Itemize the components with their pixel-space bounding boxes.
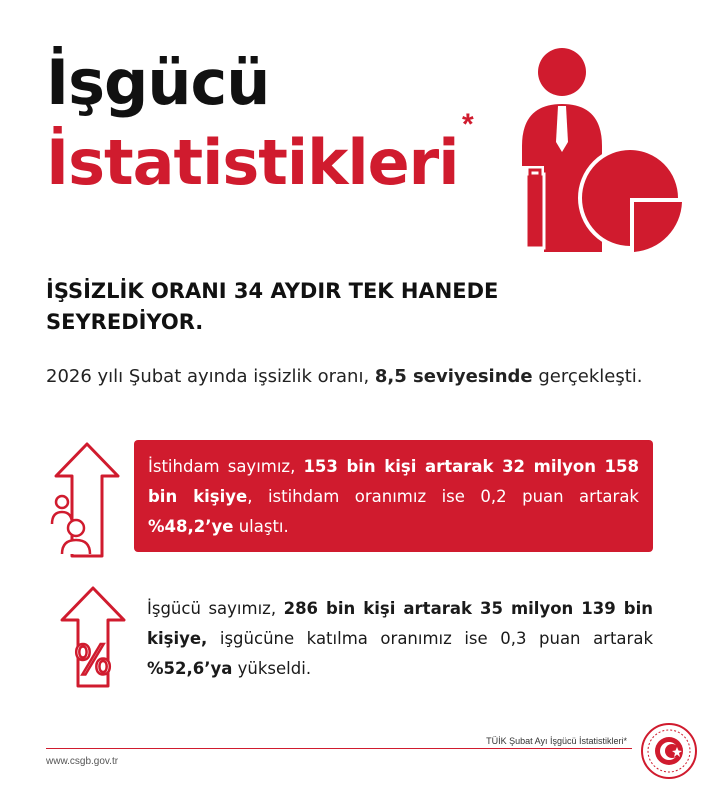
title-asterisk: *	[462, 108, 474, 141]
page-title-line1: İşgücü	[46, 46, 270, 119]
employment-text-1: İstihdam sayımız,	[148, 457, 304, 476]
footer-divider	[46, 748, 632, 749]
footer-url[interactable]: www.csgb.gov.tr	[46, 756, 119, 767]
labour-bold-2: %52,6’ya	[147, 659, 233, 678]
employment-bold-2: %48,2’ye	[148, 517, 234, 536]
up-arrow-people-icon	[48, 440, 126, 560]
page-title-line2: İstatistikleri	[46, 126, 459, 199]
employment-card	[134, 440, 653, 552]
employment-bold-1: 153 bin kişi artarak 32 milyon 158 bin kişiye	[148, 457, 639, 506]
intro-text-2: gerçekleşti.	[532, 366, 643, 387]
svg-text:%: %	[73, 638, 113, 684]
footer-source: TÜİK Şubat Ayı İşgücü İstatistikleri*	[486, 736, 627, 746]
up-arrow-percent-icon	[56, 584, 130, 690]
headline-line2: SEYREDİYOR.	[46, 310, 204, 334]
intro-text-1: 2026 yılı Şubat ayında işsizlik oranı,	[46, 366, 375, 387]
labour-bold-1: 286 bin kişi artarak 35 milyon 139 bin kişiye,	[147, 599, 653, 648]
intro-paragraph	[46, 364, 646, 390]
intro-bold: 8,5 seviyesinde	[374, 366, 533, 387]
headline-line1: İŞSİZLİK ORANI 34 AYDIR TEK HANEDE	[46, 279, 499, 303]
labour-force-card	[147, 594, 653, 684]
employment-text-3: ulaştı.	[233, 517, 289, 536]
employment-text-2: , istihdam oranımız ise 0,2 puan artarak	[247, 487, 639, 506]
ministry-seal-icon	[640, 722, 698, 780]
labour-text-3: yükseldi.	[232, 659, 312, 678]
labour-text-2: işgücüne katılma oranımız ise 0,3 puan artarak	[207, 629, 653, 648]
labour-text-1: İşgücü sayımız,	[147, 599, 284, 618]
businessman-pie-chart-icon	[518, 46, 686, 252]
headline	[46, 276, 606, 338]
